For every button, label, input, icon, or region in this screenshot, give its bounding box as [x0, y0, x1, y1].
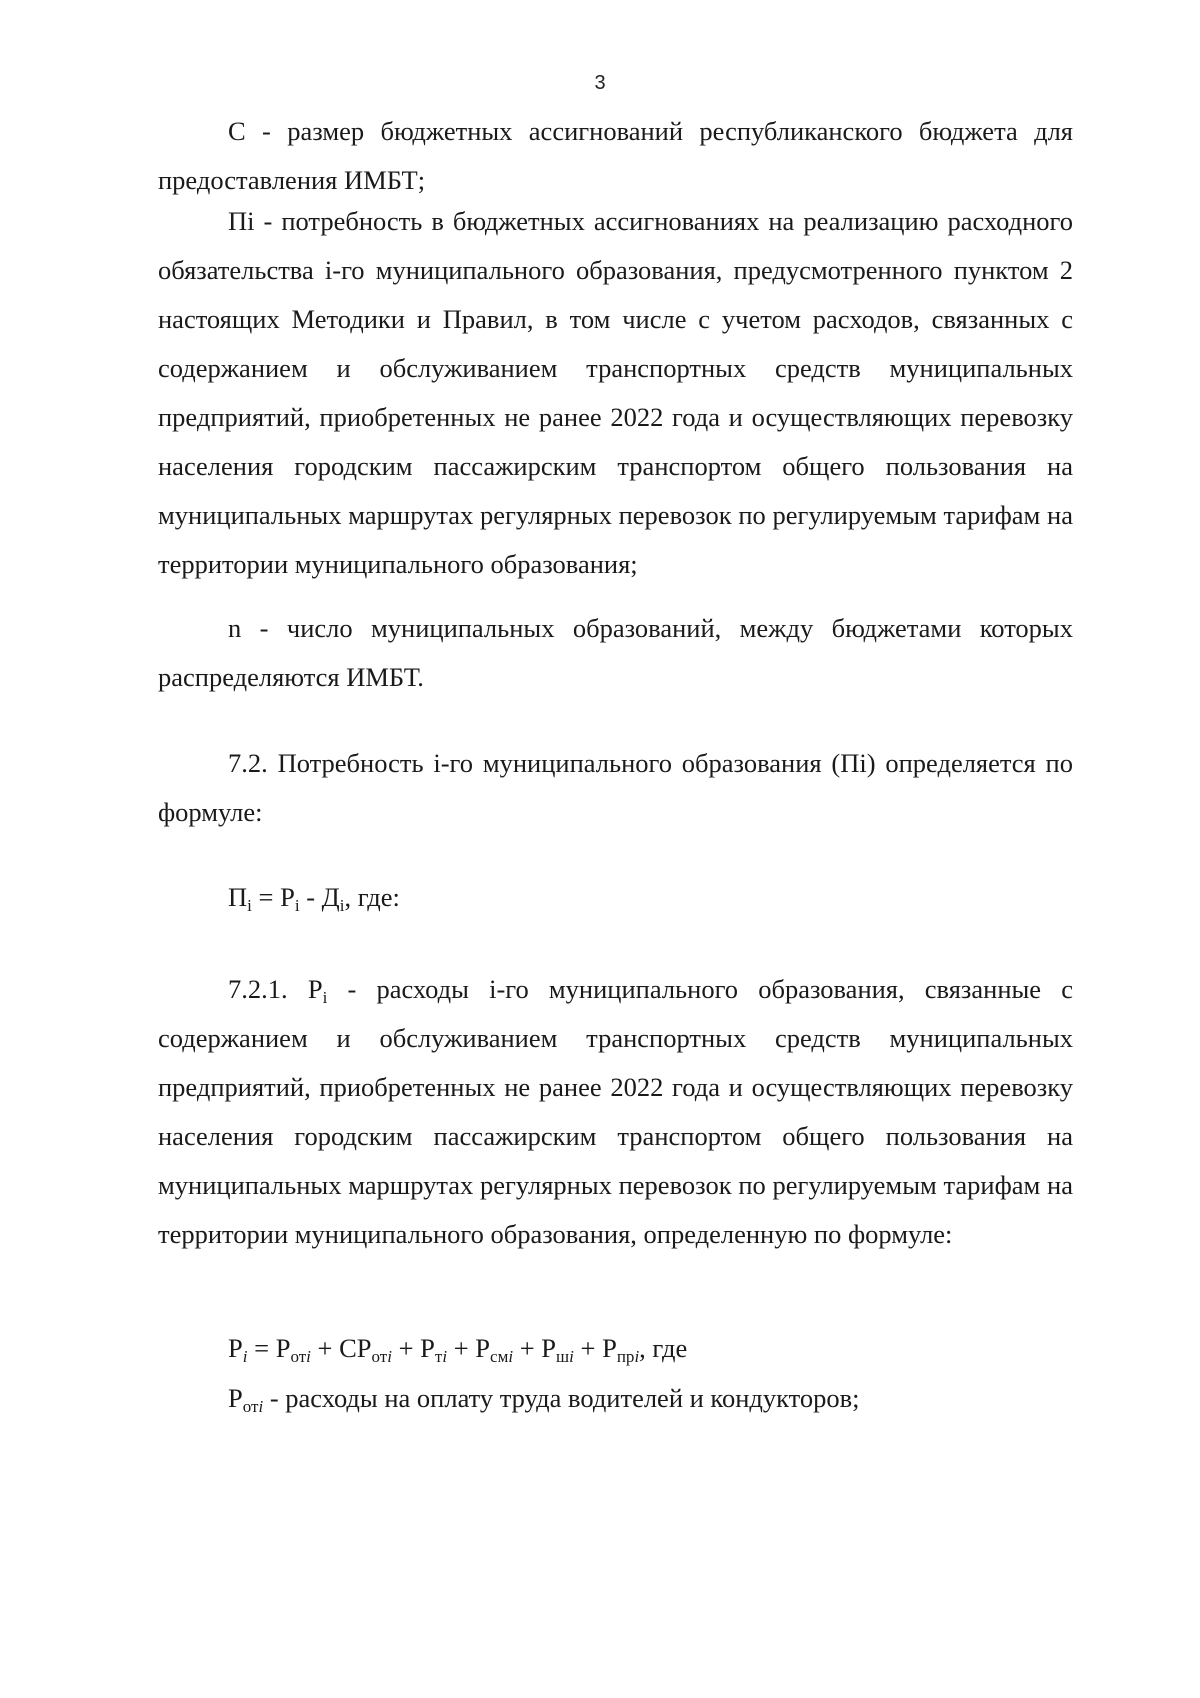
page-number: 3 [594, 72, 606, 94]
paragraph-need-definition: Пi - потребность в бюджетных ассигнованиях на реализацию расходного обязательства i-го муниципального образования, предусмотренного пунктом 2 настоящих Методики и Правил, в том числе с учетом расходов, связанных с содержанием и обслуживанием транспортных средств муниципальных предприятий, приобретенных не ранее 2022 года и осуществляющих перевозку населения городским пассажирским транспортом общего пользования на муниципальных маршрутах регулярных перевозок по регулируемым тарифам на территории муниципального образования; [158, 206, 1073, 579]
paragraph-7-2: 7.2. Потребность i-го муниципального образования (Пi) определяется по формуле: [158, 748, 1073, 827]
formula-need: $П_i = Р_i - Д_i$, где: [228, 882, 400, 915]
paragraph-municipality-count: n - число муниципальных образований, между бюджетами которых распределяются ИМБТ. [158, 613, 1073, 692]
paragraph-budget-size: С - размер бюджетных ассигнований республиканского бюджета для предоставления ИМБТ; [158, 116, 1073, 195]
paragraph-7-2-1: 7.2.1. $Р_i$ - расходы i-го муниципального образования, связанные с содержанием и обслуживанием транспортных средств муниципальных предприятий, приобретенных не ранее 2022 года и осуществляющих перевозку населения городским пассажирским транспортом общего пользования на муниципальных маршрутах регулярных перевозок по регулируемым тарифам на территории муниципального образования, определенную по формуле: [158, 974, 1074, 1249]
formula-expenses: $Р_i = Р_{отi} + СР_{отi} + Р_{тi} + Р_{смi} + Р_{шi} + Р_{прi}$, где [228, 1333, 688, 1366]
paragraph-labor-costs: $Р_{отi}$ - расходы на оплату труда водителей и кондукторов; [228, 1383, 860, 1416]
